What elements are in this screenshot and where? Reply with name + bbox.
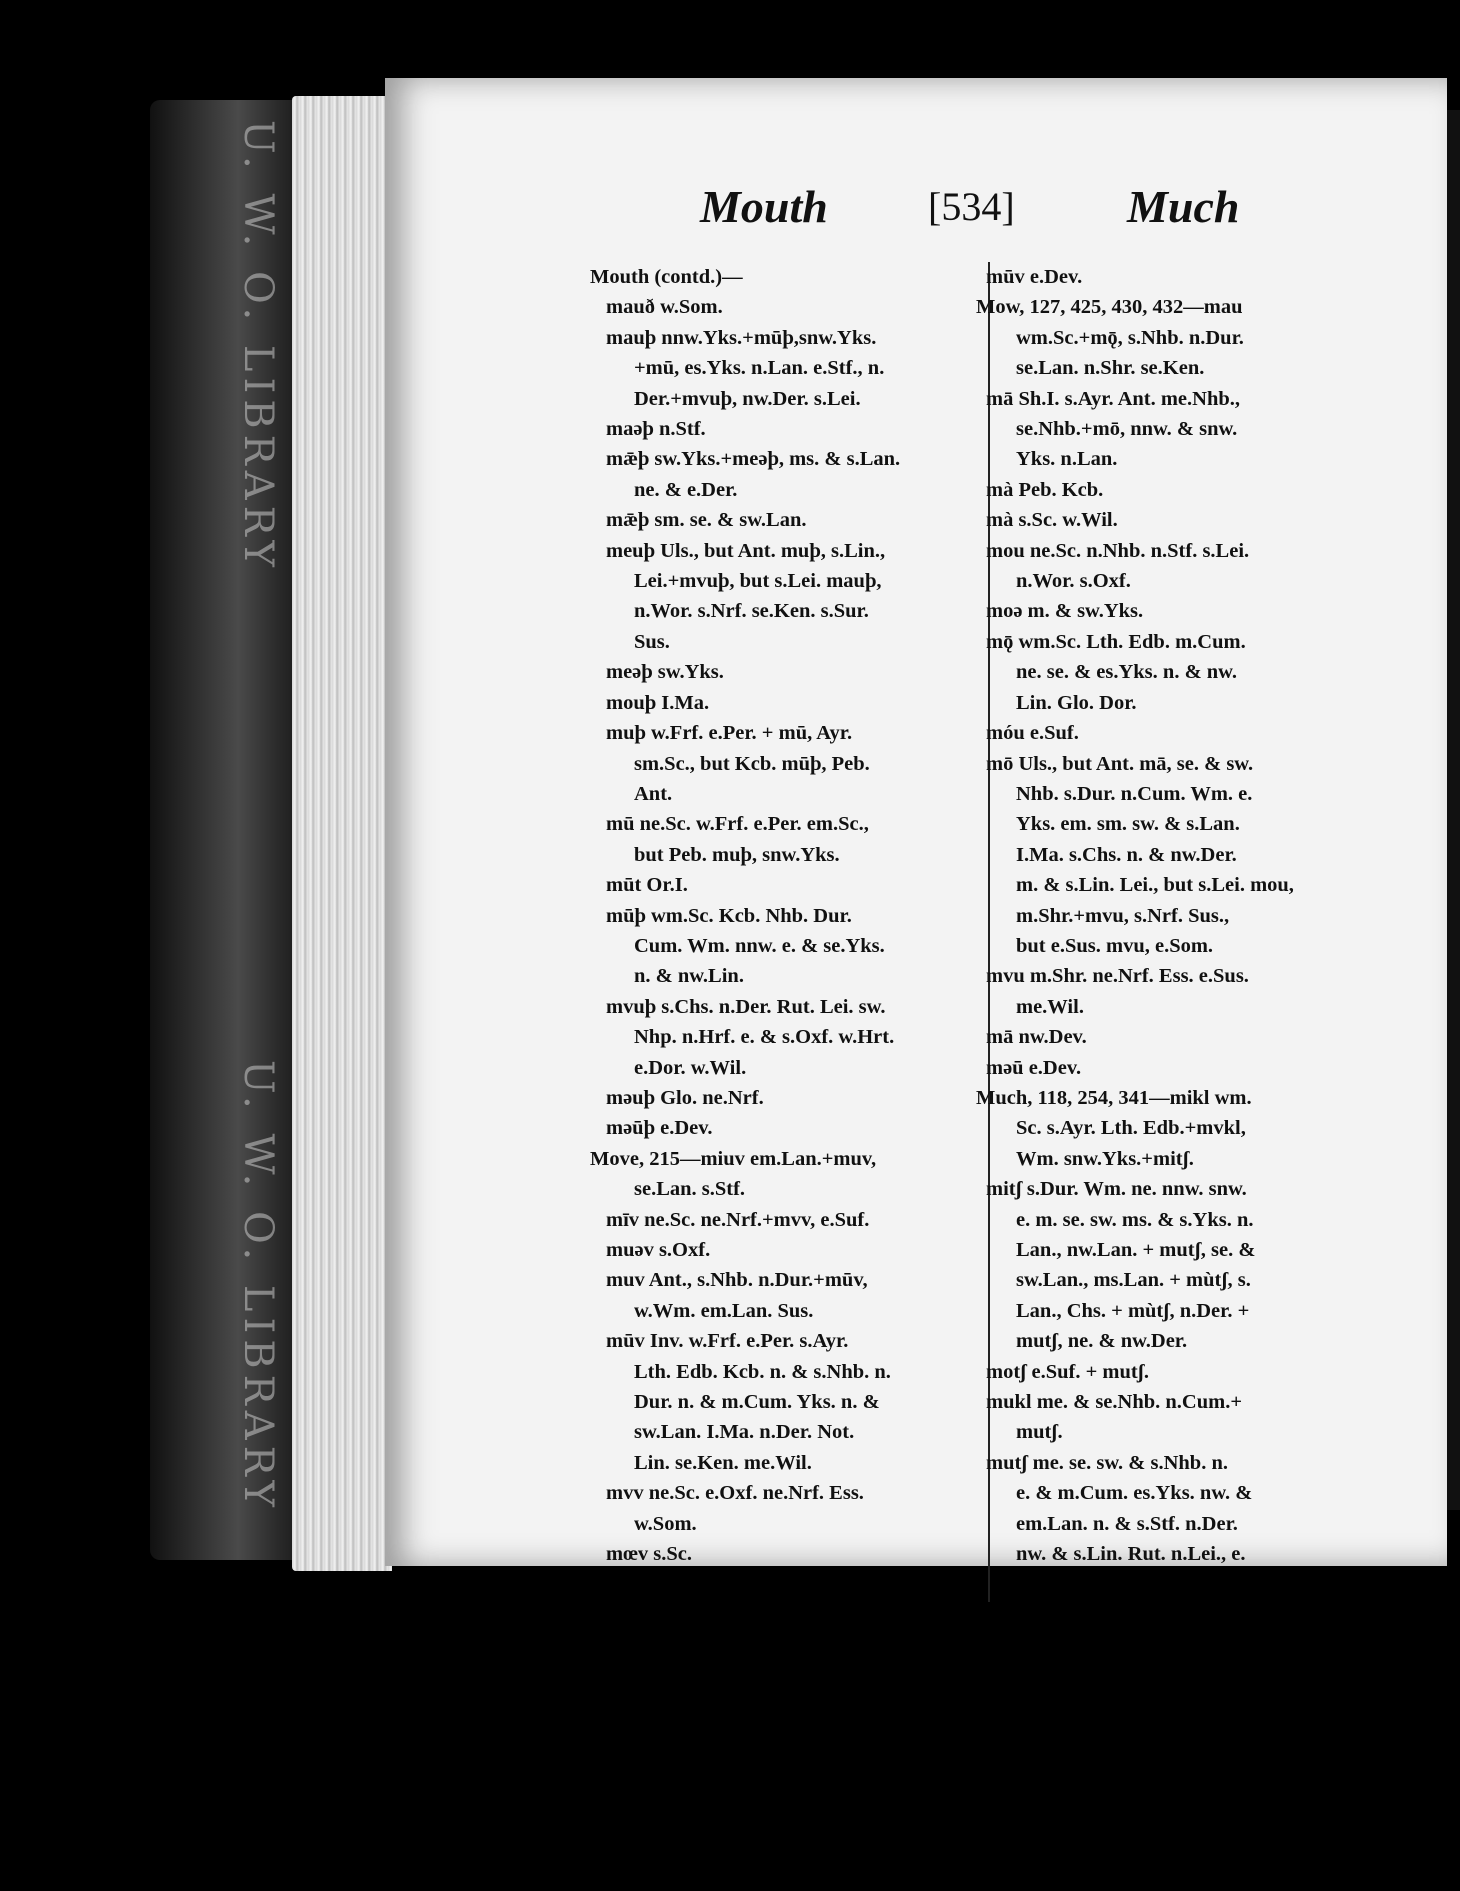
entry-line: Yks. em. sm. sw. & s.Lan. [1016,813,1240,836]
entry-line: se.Nhb.+mō, nnw. & snw. [1016,418,1238,441]
entry-line: Ant. [634,782,673,805]
entry-line: mǣþ sw.Yks.+meəþ, ms. & s.Lan. [606,448,901,471]
entry-line: Cum. Wm. nnw. e. & se.Yks. [634,934,885,957]
entry-line: e. m. se. sw. ms. & s.Yks. n. [1016,1208,1254,1231]
entry-line: I.Ma. s.Chs. n. & nw.Der. [1016,843,1237,866]
entry-line: w.Wm. em.Lan. Sus. [634,1299,814,1322]
entry-line: mā nw.Dev. [986,1026,1087,1049]
book-spine [150,100,310,1560]
entry-headword-line: Move, 215—miuv em.Lan.+muv, [590,1147,877,1170]
entry-line: em.Lan. n. & s.Stf. n.Der. [1016,1512,1238,1535]
entry-line: mvuþ s.Chs. n.Der. Rut. Lei. sw. [606,995,886,1018]
entry-line: Yks. n.Lan. [1016,448,1118,471]
page-number: [534] [928,184,1015,229]
entry-headword-line: Mouth (contd.)— [590,266,743,288]
entry-line: mauð w.Som. [606,296,723,319]
entry-line: mū ne.Sc. w.Frf. e.Per. em.Sc., [606,813,869,836]
entry-line: mūþ wm.Sc. Kcb. Nhb. Dur. [606,904,852,927]
entry-line: motʃ e.Suf. + mutʃ. [986,1360,1150,1383]
entry-line: móu e.Suf. [986,722,1079,745]
entry-line: muv Ant., s.Nhb. n.Dur.+mūv, [606,1269,868,1292]
entry-line: Sc. s.Ayr. Lth. Edb.+mvkl, [1016,1117,1246,1140]
entry-line: m. & s.Lin. Lei., but s.Lei. mou, [1016,874,1294,897]
entry-line: +mū, es.Yks. n.Lan. e.Stf., n. [634,357,885,380]
entry-line: maəþ n.Stf. [606,418,706,441]
spine-lettering-bottom: U. W. O. LIBRARY [235,1060,281,1513]
entry-line: mitʃ s.Dur. Wm. ne. nnw. snw. [986,1178,1247,1201]
entry-line: məūþ e.Dev. [606,1117,713,1140]
entry-line: e. & m.Cum. es.Yks. nw. & [1016,1482,1253,1505]
entry-line: n. & nw.Lin. [634,965,744,988]
entry-line: se.Lan. n.Shr. se.Ken. [1016,357,1205,380]
page-shadow [1447,110,1460,1510]
entry-line: me.Wil. [1016,995,1084,1018]
entry-line: muþ w.Frf. e.Per. + mū, Ayr. [606,722,853,745]
left-column [590,262,985,1569]
entry-line: Sus. [634,630,670,653]
entry-line: mīv ne.Sc. ne.Nrf.+mvv, e.Suf. [606,1208,870,1231]
entry-line: ne. & e.Der. [634,478,738,501]
entry-line: mǭ wm.Sc. Lth. Edb. m.Cum. [986,630,1246,653]
entry-line: mūt Or.I. [606,874,688,897]
entry-line: mā Sh.I. s.Ayr. Ant. me.Nhb., [986,387,1241,410]
entry-line: meəþ sw.Yks. [606,661,724,684]
entry-line: but Peb. muþ, snw.Yks. [634,843,840,866]
spine-lettering-top: U. W. O. LIBRARY [235,120,281,573]
entry-line: mvv ne.Sc. e.Oxf. ne.Nrf. Ess. [606,1482,864,1505]
entry-headword-line: Mow, 127, 425, 430, 432—mau [976,296,1243,319]
entry-line: məū e.Dev. [986,1056,1082,1079]
entry-line: Der.+mvuþ, nw.Der. s.Lei. [634,387,861,410]
entry-line: Lan., Chs. + mùtʃ, n.Der. + [1016,1299,1250,1322]
entry-line: se.Lan. s.Stf. [634,1178,746,1201]
entry-line: mà s.Sc. w.Wil. [986,509,1118,532]
entry-headword-line: Much, 118, 254, 341—mikl wm. [976,1086,1252,1109]
entry-line: mūv e.Dev. [986,266,1083,288]
entry-line: moə m. & sw.Yks. [986,600,1144,623]
entry-line: Wm. snw.Yks.+mitʃ. [1016,1147,1194,1170]
entry-line: ne. se. & es.Yks. n. & nw. [1016,661,1237,684]
entry-line: mukl me. & se.Nhb. n.Cum.+ [986,1391,1242,1414]
entry-line: mœv s.Sc. [606,1543,692,1566]
entry-line: məuþ Glo. ne.Nrf. [606,1086,764,1109]
right-column [976,262,1366,1569]
entry-line: mūv Inv. w.Frf. e.Per. s.Ayr. [606,1330,849,1353]
entry-line: Dur. n. & m.Cum. Yks. n. & [634,1391,880,1414]
entry-line: meuþ Uls., but Ant. muþ, s.Lin., [606,539,886,562]
entry-line: w.Som. [634,1512,697,1535]
entry-line: sw.Lan. I.Ma. n.Der. Not. [634,1421,855,1444]
entry-line: Nhb. s.Dur. n.Cum. Wm. e. [1016,782,1253,805]
page-stack-edges [292,96,392,1571]
entry-line: Lin. Glo. Dor. [1016,691,1137,714]
entry-line: mou ne.Sc. n.Nhb. n.Stf. s.Lei. [986,539,1250,562]
entry-line: muəv s.Oxf. [606,1239,711,1261]
entry-line: mà Peb. Kcb. [986,478,1104,501]
entry-line: sw.Lan., ms.Lan. + mùtʃ, s. [1016,1269,1251,1292]
entry-line: mouþ I.Ma. [606,691,710,714]
entry-line: Lei.+mvuþ, but s.Lei. mauþ, [634,570,882,593]
entry-line: Lin. se.Ken. me.Wil. [634,1451,812,1474]
entry-line: m.Shr.+mvu, s.Nrf. Sus., [1016,904,1230,927]
entry-line: mutʃ me. se. sw. & s.Nhb. n. [986,1451,1228,1474]
entry-line: e.Dor. w.Wil. [634,1056,747,1079]
entry-line: Lth. Edb. Kcb. n. & s.Nhb. n. [634,1360,891,1383]
entry-line: mō Uls., but Ant. mā, se. & sw. [986,752,1254,775]
running-head-right: Much [1127,181,1240,232]
entry-line: sm.Sc., but Kcb. mūþ, Peb. [634,752,870,775]
entry-line: mauþ nnw.Yks.+mūþ,snw.Yks. [606,326,877,349]
entry-line: Lan., nw.Lan. + mutʃ, se. & [1016,1239,1256,1261]
entry-line: mǣþ sm. se. & sw.Lan. [606,509,807,532]
entry-line: but e.Sus. mvu, e.Som. [1016,934,1214,957]
running-head-left: Mouth [700,181,828,232]
entry-line: Nhp. n.Hrf. e. & s.Oxf. w.Hrt. [634,1026,895,1049]
entry-line: mutʃ, ne. & nw.Der. [1016,1330,1188,1353]
entry-line: n.Wor. s.Oxf. [1016,570,1131,593]
entry-line: mvu m.Shr. ne.Nrf. Ess. e.Sus. [986,965,1249,988]
entry-line: wm.Sc.+mǭ, s.Nhb. n.Dur. [1016,326,1244,349]
entry-line: n.Wor. s.Nrf. se.Ken. s.Sur. [634,600,869,623]
entry-line: mutʃ. [1016,1421,1063,1444]
entry-line: nw. & s.Lin. Rut. n.Lei., e. [1016,1543,1246,1566]
